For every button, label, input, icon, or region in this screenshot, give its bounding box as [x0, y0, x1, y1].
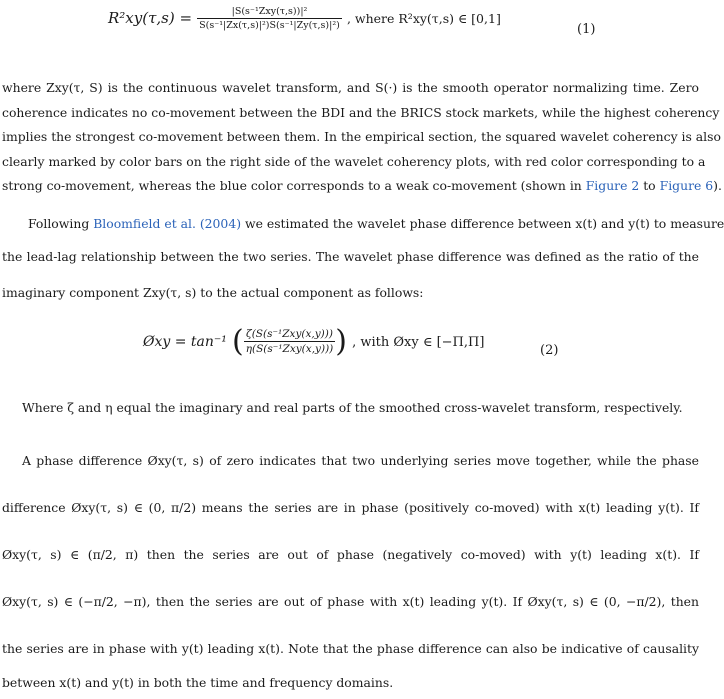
- text-line: imaginary component Zxy(τ, s) to the actual component as follows:: [2, 285, 424, 300]
- text-line: clearly marked by color bars on the right side of the wavelet coherency plots, with red color corresponding to a: [2, 153, 706, 169]
- equation-2-paren-close: ): [335, 324, 347, 359]
- text-line: where Zxy(τ, S) is the continuous wavelet transform, and S(·) is the smooth operator normalizing time. Zero: [2, 80, 699, 95]
- text-line: difference Øxy(τ, s) ∈ (0, π/2) means the series are in phase (positively co-moved) with x(t) leading y(t). If: [2, 500, 699, 515]
- equation-1-lhs: R²xy(τ,s) =: [108, 9, 193, 27]
- paragraph-phase-intro-line1: [28, 212, 724, 236]
- equation-1: [0, 4, 702, 54]
- equation-1-numerator: |S(s⁻¹Zxy(τ,s))|²: [197, 6, 342, 19]
- text-line: the series are in phase with y(t) leading x(t). Note that the phase difference can also be indicative of causality: [2, 641, 699, 656]
- text-segment: strong co-movement, whereas the blue color corresponds to a weak co-movement (shown in: [2, 178, 586, 193]
- paragraph-phase-difference: [2, 437, 699, 672]
- text-line: A phase difference Øxy(τ, s) of zero indicates that two underlying series move together, while the phase: [22, 453, 699, 468]
- bloomfield-citation-link[interactable]: Bloomfield et al. (2004): [93, 216, 242, 231]
- paragraph-zeta-eta: [22, 396, 699, 420]
- text-line: Øxy(τ, s) ∈ (−π/2, −π), then the series are out of phase with x(t) leading y(t). If Øxy(τ, s) ∈ (0, −π/2), then: [2, 594, 699, 609]
- figure-2-link[interactable]: Figure 2: [585, 178, 640, 193]
- text-line: between x(t) and y(t) in both the time and frequency domains.: [2, 675, 394, 690]
- paragraph-coherence: [2, 76, 721, 174]
- equation-1-number: (1): [577, 22, 596, 37]
- text-segment: Following: [28, 216, 94, 231]
- equation-2-fraction: [244, 328, 336, 355]
- text-segment: we estimated the wavelet phase difference between x(t) and y(t) to measure: [241, 216, 724, 231]
- text-line: the lead-lag relationship between the two series. The wavelet phase difference was defined as the ratio of the: [2, 249, 699, 264]
- equation-2-number: (2): [540, 343, 559, 358]
- equation-1-condition: , where R²xy(τ,s) ∈ [0,1]: [346, 11, 501, 26]
- text-line: Øxy(τ, s) ∈ (π/2, π) then the series are out of phase (negatively co-moved) with y(t) leading x(t). If: [2, 547, 699, 562]
- equation-2-lhs: Øxy = tan⁻¹: [143, 334, 227, 350]
- figure-6-link[interactable]: Figure 6: [659, 178, 714, 193]
- equation-2-condition: , with Øxy ∈ [−Π,Π]: [352, 335, 485, 350]
- text-segment: ).: [713, 178, 722, 193]
- text-line: Where ζ and η equal the imaginary and real parts of the smoothed cross-wavelet transform, respectively.: [22, 400, 683, 415]
- text-segment: to: [639, 178, 660, 193]
- text-line: implies the strongest co-movement between them. In the empirical section, the squared wavelet coherency is also: [2, 129, 721, 144]
- paragraph-coherence-end: [2, 174, 722, 199]
- paragraph-phase-intro-line2: [2, 245, 699, 269]
- equation-1-denominator: S(s⁻¹|Zx(τ,s)|²)S(s⁻¹|Zy(τ,s)|²): [199, 20, 340, 31]
- equation-2-numerator: ζ(S(s⁻¹Zxy(x,y))): [244, 328, 336, 342]
- equation-1-fraction: [197, 6, 342, 31]
- paragraph-phase-intro-line3: [2, 281, 699, 305]
- paragraph-phase-difference-end: [2, 672, 699, 694]
- equation-2-paren-open: (: [232, 324, 244, 359]
- equation-2: [0, 318, 702, 378]
- text-line: coherence indicates no co-movement between the BDI and the BRICS stock markets, while the highest coherency: [2, 104, 720, 120]
- equation-2-denominator: η(S(s⁻¹Zxy(x,y))): [245, 343, 334, 355]
